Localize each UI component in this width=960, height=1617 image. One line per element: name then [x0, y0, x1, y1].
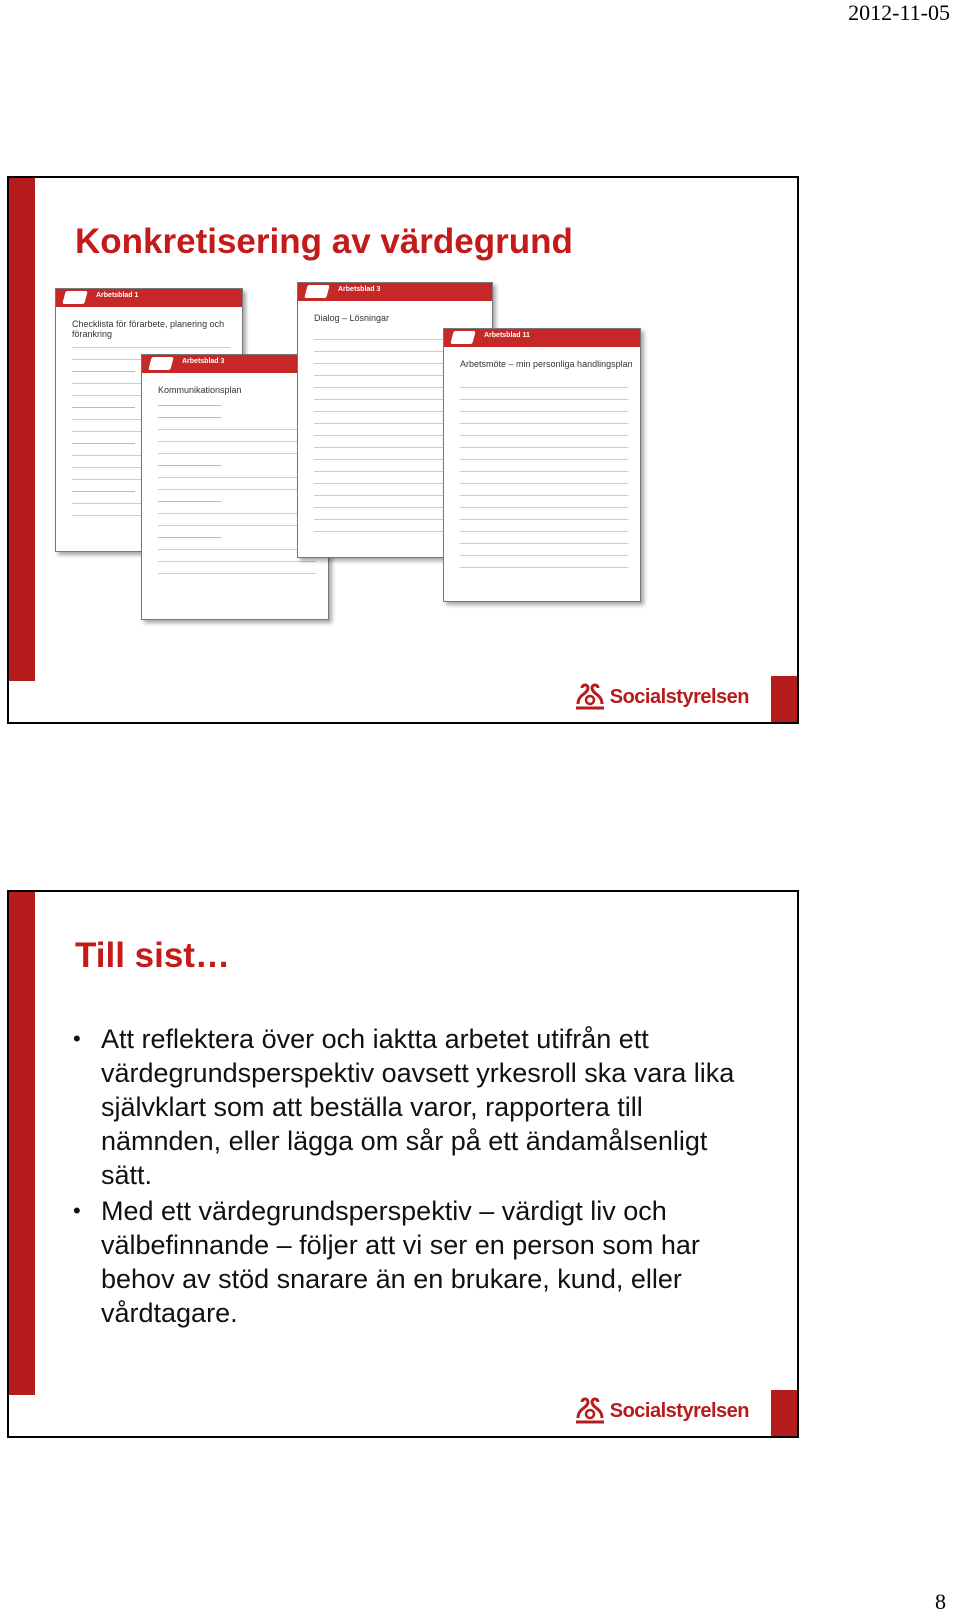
socialstyrelsen-logo — [574, 1396, 749, 1426]
bullet-list — [73, 1022, 763, 1332]
slide-title: Till sist… — [75, 936, 230, 975]
slide-2 — [7, 890, 799, 1438]
worksheet-title: Kommunikationsplan — [158, 385, 242, 395]
worksheet-header: Arbetsblad 11 — [484, 332, 530, 339]
slide-title: Konkretisering av värdegrund — [75, 222, 573, 261]
logo-text: Socialstyrelsen — [609, 1399, 749, 1422]
worksheet-title: Checklista för förarbete, planering och förankring — [72, 319, 225, 339]
worksheet-header: Arbetsblad 3 — [338, 286, 381, 293]
worksheet-header: Arbetsblad 1 — [96, 292, 139, 299]
slide-1 — [7, 176, 799, 724]
socialstyrelsen-emblem-icon — [574, 682, 606, 712]
slide-red-corner — [771, 676, 797, 722]
socialstyrelsen-emblem-icon — [574, 1396, 606, 1426]
logo-text: Socialstyrelsen — [609, 685, 749, 708]
book-icon — [148, 357, 173, 370]
book-icon — [304, 285, 329, 298]
worksheet-thumbnail — [443, 328, 641, 602]
page-number: 8 — [935, 1589, 946, 1614]
bullet-item: • Att reflektera över och iaktta arbetet utifrån ett värdegrundsperspektiv oavsett yrkesroll ska vara lika självklart som att beställa varor, rapportera till nämnden, eller lägga om sår på ett ändamålsenligt sätt. — [73, 1022, 763, 1192]
book-icon — [450, 331, 475, 344]
socialstyrelsen-logo — [574, 682, 749, 712]
slide-red-bar — [9, 178, 35, 681]
worksheet-title: Arbetsmöte – min personliga handlingsplan — [460, 359, 633, 369]
book-icon — [62, 291, 87, 304]
worksheet-header: Arbetsblad 3 — [182, 358, 225, 365]
bullet-item: • Med ett värdegrundsperspektiv – värdigt liv och välbefinnande – följer att vi ser en person som har behov av stöd snarare än en brukare, kund, eller vårdtagare. — [73, 1194, 763, 1330]
slide-red-corner — [771, 1390, 797, 1436]
page-date: 2012-11-05 — [848, 0, 950, 25]
worksheet-title: Dialog – Lösningar — [314, 313, 390, 323]
slide-red-bar — [9, 892, 35, 1395]
